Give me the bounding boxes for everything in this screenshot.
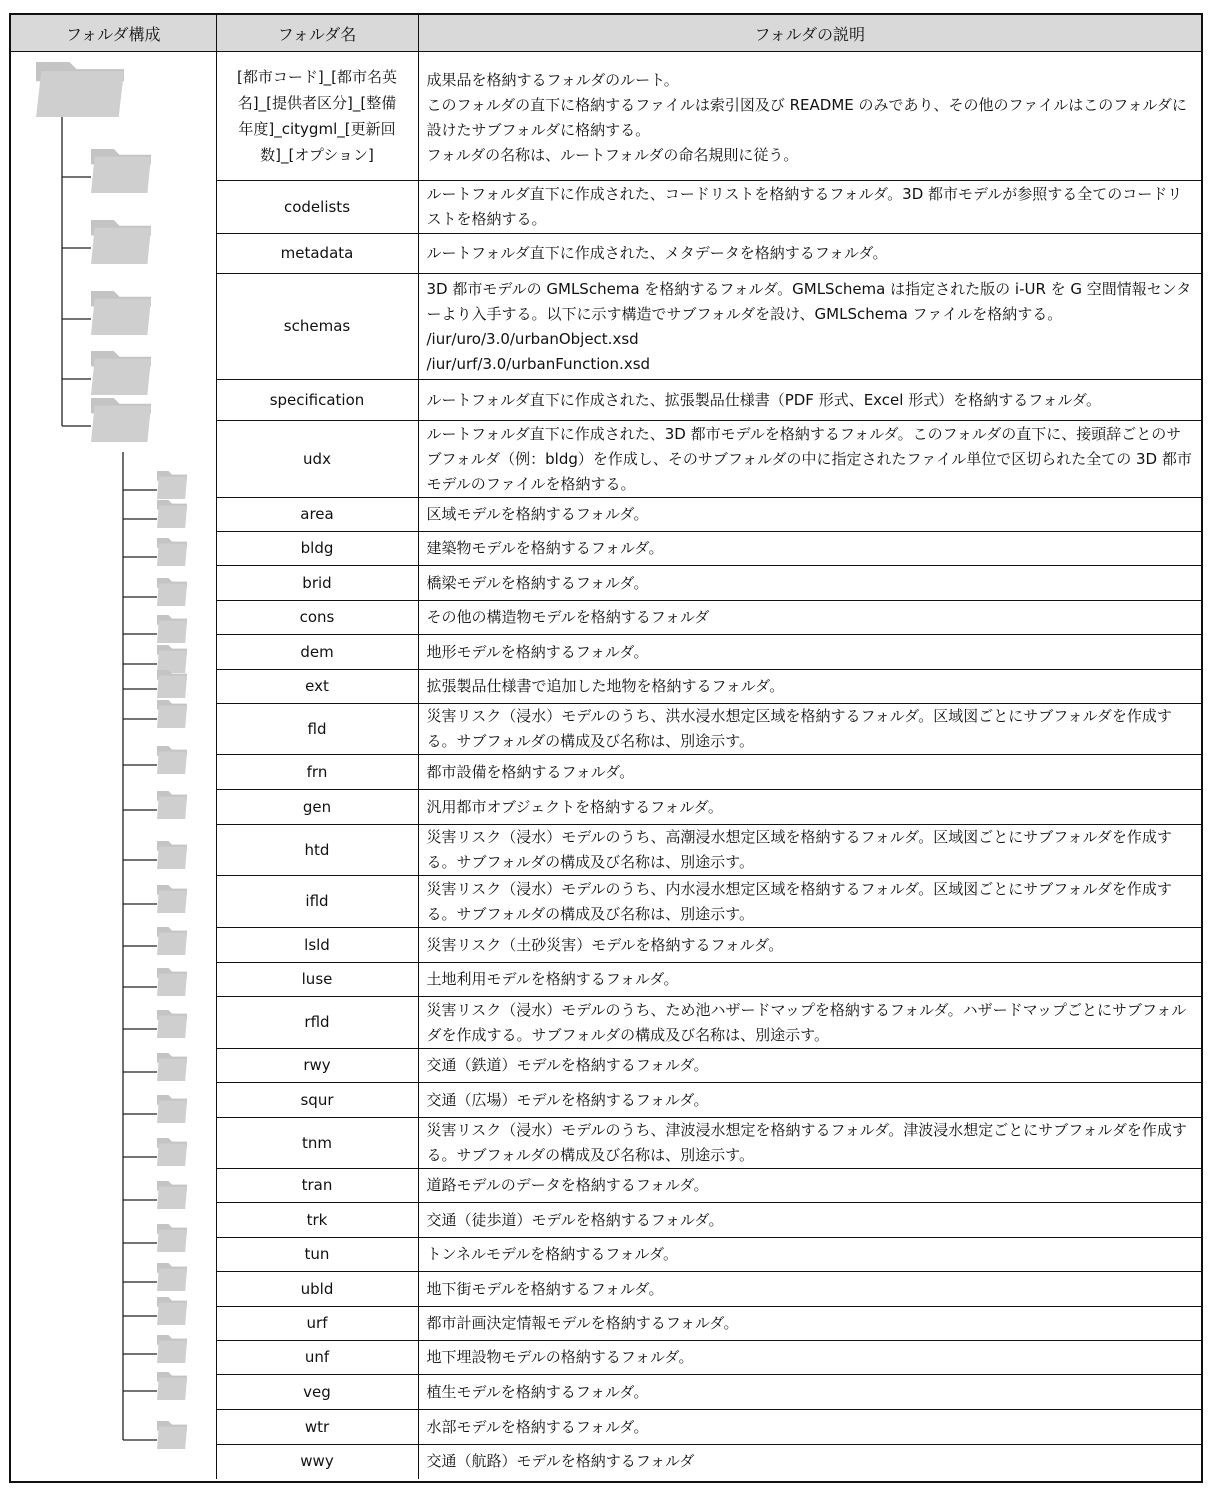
folder-name-cell: tun: [216, 1238, 418, 1272]
folder-description-cell: 拡張製品仕様書で追加した地物を格納するフォルダ。: [418, 670, 1201, 704]
folder-description-cell: その他の構造物モデルを格納するフォルダ: [418, 601, 1201, 635]
folder-description-cell: ルートフォルダ直下に作成された、コードリストを格納するフォルダ。3D 都市モデルが参照する全てのコードリストを格納する。: [418, 181, 1201, 234]
folder-name-cell: gen: [216, 790, 418, 825]
folder-description-cell: 災害リスク（浸水）モデルのうち、洪水浸水想定区域を格納するフォルダ。区域図ごとにサブフォルダを作成する。サブフォルダの構成及び名称は、別途示す。: [418, 704, 1201, 755]
folder-description-cell: 土地利用モデルを格納するフォルダ。: [418, 963, 1201, 997]
folder-name-cell: brid: [216, 566, 418, 601]
folder-name-cell: tran: [216, 1169, 418, 1203]
folder-icon: [36, 62, 124, 117]
folder-name-cell: fld: [216, 704, 418, 755]
header-folder-description: フォルダの説明: [418, 15, 1201, 52]
folder-name-cell: urf: [216, 1307, 418, 1341]
folder-description-cell: 交通（徒歩道）モデルを格納するフォルダ。: [418, 1203, 1201, 1238]
folder-description-cell: 橋梁モデルを格納するフォルダ。: [418, 566, 1201, 601]
folder-description-cell: 地形モデルを格納するフォルダ。: [418, 635, 1201, 670]
folder-icon: [157, 1372, 187, 1400]
folder-name-cell: udx: [216, 421, 418, 498]
folder-name-cell: luse: [216, 963, 418, 997]
folder-icon: [157, 1053, 187, 1081]
folder-icon: [157, 670, 187, 698]
folder-name-cell: schemas: [216, 274, 418, 380]
folder-icon: [157, 578, 187, 606]
folder-name-cell: ubld: [216, 1272, 418, 1307]
folder-description-cell: 植生モデルを格納するフォルダ。: [418, 1375, 1201, 1410]
folder-description-cell: 災害リスク（土砂災害）モデルを格納するフォルダ。: [418, 928, 1201, 963]
folder-tree-diagram: [11, 52, 216, 1483]
folder-icon: [91, 220, 151, 264]
folder-icon: [157, 746, 187, 774]
folder-description-cell: 災害リスク（浸水）モデルのうち、内水浸水想定区域を格納するフォルダ。区域図ごとにサブフォルダを作成する。サブフォルダの構成及び名称は、別途示す。: [418, 876, 1201, 928]
folder-icon: [157, 700, 187, 728]
header-folder-name: フォルダ名: [216, 15, 418, 52]
folder-description-cell: 成果品を格納するフォルダのルート。 このフォルダの直下に格納するファイルは索引図及び README のみであり、その他のファイルはこのフォルダに設けたサブフォルダに格納する。 フォルダの名称は、ルートフォルダの命名規則に従う。: [418, 52, 1201, 181]
folder-name-cell: htd: [216, 825, 418, 876]
folder-description-cell: 交通（鉄道）モデルを格納するフォルダ。: [418, 1049, 1201, 1083]
folder-icon: [157, 791, 187, 819]
folder-description-cell: トンネルモデルを格納するフォルダ。: [418, 1238, 1201, 1272]
folder-description-cell: 汎用都市オブジェクトを格納するフォルダ。: [418, 790, 1201, 825]
folder-name-cell: ext: [216, 670, 418, 704]
folder-description-cell: 都市計画決定情報モデルを格納するフォルダ。: [418, 1307, 1201, 1341]
folder-description-cell: 建築物モデルを格納するフォルダ。: [418, 532, 1201, 566]
folder-description-cell: 交通（広場）モデルを格納するフォルダ。: [418, 1083, 1201, 1118]
header-folder-structure: フォルダ構成: [11, 15, 216, 52]
folder-name-cell: wwy: [216, 1445, 418, 1479]
folder-name-cell: metadata: [216, 234, 418, 274]
folder-icon: [157, 1421, 187, 1449]
folder-icon: [91, 351, 151, 395]
folder-description-cell: 地下埋設物モデルの格納するフォルダ。: [418, 1341, 1201, 1375]
folder-icon: [91, 398, 151, 442]
folder-icon: [157, 1263, 187, 1291]
folder-name-cell: squr: [216, 1083, 418, 1118]
folder-description-cell: 水部モデルを格納するフォルダ。: [418, 1410, 1201, 1445]
folder-icon: [157, 1224, 187, 1252]
folder-description-cell: 災害リスク（浸水）モデルのうち、津波浸水想定を格納するフォルダ。津波浸水想定ごとにサブフォルダを作成する。サブフォルダの構成及び名称は、別途示す。: [418, 1118, 1201, 1169]
folder-description-cell: 交通（航路）モデルを格納するフォルダ: [426, 1452, 695, 1471]
folder-icon: [157, 1138, 187, 1166]
folder-name-cell: area: [216, 498, 418, 532]
folder-name-cell: tnm: [216, 1118, 418, 1169]
folder-description-cell: 区域モデルを格納するフォルダ。: [418, 498, 1201, 532]
folder-icon: [157, 927, 187, 955]
folder-name-cell: wtr: [216, 1410, 418, 1445]
folder-name-cell: rfld: [216, 997, 418, 1049]
folder-icon: [157, 885, 187, 913]
folder-name-cell: cons: [216, 601, 418, 635]
folder-icon: [157, 1297, 187, 1325]
folder-name-cell: ifld: [216, 876, 418, 928]
folder-icon: [91, 291, 151, 335]
folder-description-cell: ルートフォルダ直下に作成された、3D 都市モデルを格納するフォルダ。このフォルダの直下に、接頭辞ごとのサブフォルダ（例：bldg）を作成し、そのサブフォルダの中に指定されたファイル単位で区切られた全ての 3D 都市モデルのファイルを格納する。: [418, 421, 1201, 498]
folder-name-cell: lsld: [216, 928, 418, 963]
folder-name-cell: codelists: [216, 181, 418, 234]
folder-description-cell: 災害リスク（浸水）モデルのうち、ため池ハザードマップを格納するフォルダ。ハザードマップごとにサブフォルダを作成する。サブフォルダの構成及び名称は、別途示す。: [418, 997, 1201, 1049]
folder-name-cell: veg: [216, 1375, 418, 1410]
folder-name-cell: dem: [216, 635, 418, 670]
folder-description-cell: ルートフォルダ直下に作成された、拡張製品仕様書（PDF 形式、Excel 形式）を格納するフォルダ。: [418, 380, 1201, 421]
folder-icon: [157, 968, 187, 996]
folder-icon: [91, 149, 151, 193]
folder-name-cell: unf: [216, 1341, 418, 1375]
folder-name-cell: rwy: [216, 1049, 418, 1083]
folder-description-cell: 地下街モデルを格納するフォルダ。: [418, 1272, 1201, 1307]
table-header-row: [11, 15, 1201, 52]
folder-icon: [157, 1181, 187, 1209]
folder-description-cell: ルートフォルダ直下に作成された、メタデータを格納するフォルダ。: [418, 234, 1201, 274]
folder-icon: [157, 1335, 187, 1363]
folder-name-cell: bldg: [216, 532, 418, 566]
folder-icon: [157, 615, 187, 643]
folder-description-cell: 道路モデルのデータを格納するフォルダ。: [418, 1169, 1201, 1203]
folder-description-cell: 都市設備を格納するフォルダ。: [418, 755, 1201, 790]
folder-icon: [157, 471, 187, 499]
folder-icon: [157, 500, 187, 528]
folder-name-cell: trk: [216, 1203, 418, 1238]
folder-name-cell: frn: [216, 755, 418, 790]
folder-name-cell: [都市コード]_[都市名英名]_[提供者区分]_[整備年度]_citygml_[更新回数]_[オプション]: [216, 52, 418, 181]
folder-icon: [157, 1010, 187, 1038]
folder-description-cell: 災害リスク（浸水）モデルのうち、高潮浸水想定区域を格納するフォルダ。区域図ごとにサブフォルダを作成する。サブフォルダの構成及び名称は、別途示す。: [418, 825, 1201, 876]
folder-structure-table-frame: [9, 13, 1203, 1483]
folder-icon: [157, 645, 187, 673]
folder-icon: [157, 841, 187, 869]
folder-description-cell: 3D 都市モデルの GMLSchema を格納するフォルダ。GMLSchema は指定された版の i-UR を G 空間情報センターより入手する。以下に示す構造でサブフォルダを設け、GMLSchema ファイルを格納する。 /iur/uro/3.0/urbanObject.xsd /iur/urf/3.0/urbanFunction.xsd: [418, 274, 1201, 380]
folder-name-cell: specification: [216, 380, 418, 421]
folder-icon: [157, 538, 187, 566]
folder-icon: [157, 1095, 187, 1123]
